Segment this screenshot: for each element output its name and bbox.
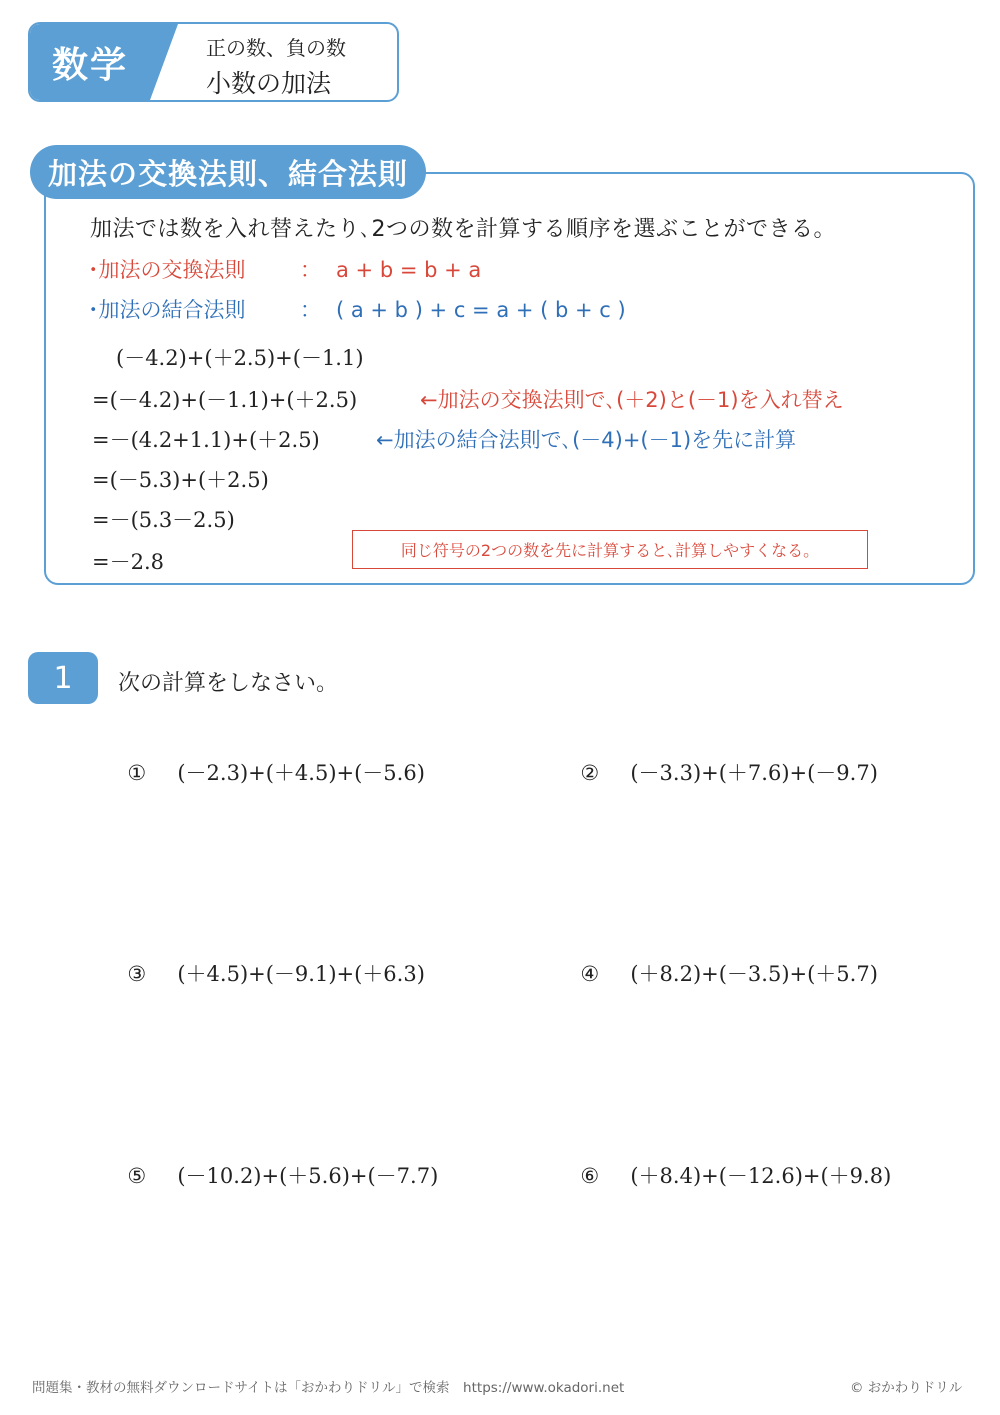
- associative-law: [88, 294, 626, 324]
- calc-step-5: =－(5.3－2.5): [92, 508, 235, 532]
- topic-title: 小数の加法: [206, 69, 332, 98]
- instruction: 次の計算をしなさい。: [118, 671, 339, 696]
- problem-3-num: ③: [127, 962, 147, 986]
- problem-1: [114, 733, 425, 787]
- problem-6-expr: (＋8.4)+(－12.6)+(＋9.8): [630, 1164, 892, 1188]
- problem-3-expr: (＋4.5)+(－9.1)+(＋6.3): [177, 962, 425, 986]
- subject-notch: [150, 24, 178, 100]
- problem-2: [567, 733, 878, 787]
- calc-step-6: =－2.8: [92, 550, 164, 574]
- rules-intro: 加法では数を入れ替えたり､2つの数を計算する順序を選ぶことができる。: [90, 217, 836, 242]
- problem-5-expr: (－10.2)+(＋5.6)+(－7.7): [177, 1164, 439, 1188]
- header-box: [28, 22, 399, 102]
- commutative-law: [88, 254, 481, 284]
- tip-box: 同じ符号の2つの数を先に計算すると､計算しやすくなる。: [352, 530, 868, 569]
- rules-title: 加法の交換法則、結合法則: [30, 145, 426, 199]
- problem-4: [567, 934, 878, 988]
- problem-1-expr: (－2.3)+(＋4.5)+(－5.6): [177, 761, 425, 785]
- commutative-formula: a + b = b + a: [336, 258, 482, 282]
- problem-3: [114, 934, 425, 988]
- problem-2-num: ②: [580, 761, 600, 785]
- problem-4-expr: (＋8.2)+(－3.5)+(＋5.7): [630, 962, 878, 986]
- associative-label: ･加法の結合法則: [88, 298, 246, 322]
- commutative-colon: ：: [300, 258, 321, 282]
- problem-4-num: ④: [580, 962, 600, 986]
- problem-5: [114, 1136, 438, 1190]
- calc-step-4: =(－5.3)+(＋2.5): [92, 468, 269, 492]
- problem-2-expr: (－3.3)+(＋7.6)+(－9.7): [630, 761, 878, 785]
- problem-1-num: ①: [127, 761, 147, 785]
- associative-formula: ( a + b ) + c = a + ( b + c ): [336, 298, 626, 322]
- calc-step-2: =(－4.2)+(－1.1)+(＋2.5): [92, 388, 358, 412]
- note-group: ←加法の結合法則で､(－4)+(－1)を先に計算: [376, 428, 797, 452]
- calc-step-1: (－4.2)+(＋2.5)+(－1.1): [116, 346, 364, 370]
- problem-5-num: ⑤: [127, 1164, 147, 1188]
- footer-site-info: 問題集・教材の無料ダウンロードサイトは「おかわりドリル」で検索 https://www.okadori.net: [32, 1380, 625, 1396]
- associative-colon: ：: [300, 298, 321, 322]
- unit-title: 正の数、負の数: [206, 36, 346, 60]
- subject-label: 数学: [30, 24, 150, 100]
- problem-6: [567, 1136, 891, 1190]
- commutative-label: ･加法の交換法則: [88, 258, 246, 282]
- note-swap: ←加法の交換法則で､(＋2)と(－1)を入れ替え: [420, 388, 844, 412]
- footer-copyright: © おかわりドリル: [850, 1380, 963, 1396]
- problem-6-num: ⑥: [580, 1164, 600, 1188]
- problem-number-badge: 1: [28, 652, 98, 704]
- calc-step-3: =－(4.2+1.1)+(＋2.5): [92, 428, 320, 452]
